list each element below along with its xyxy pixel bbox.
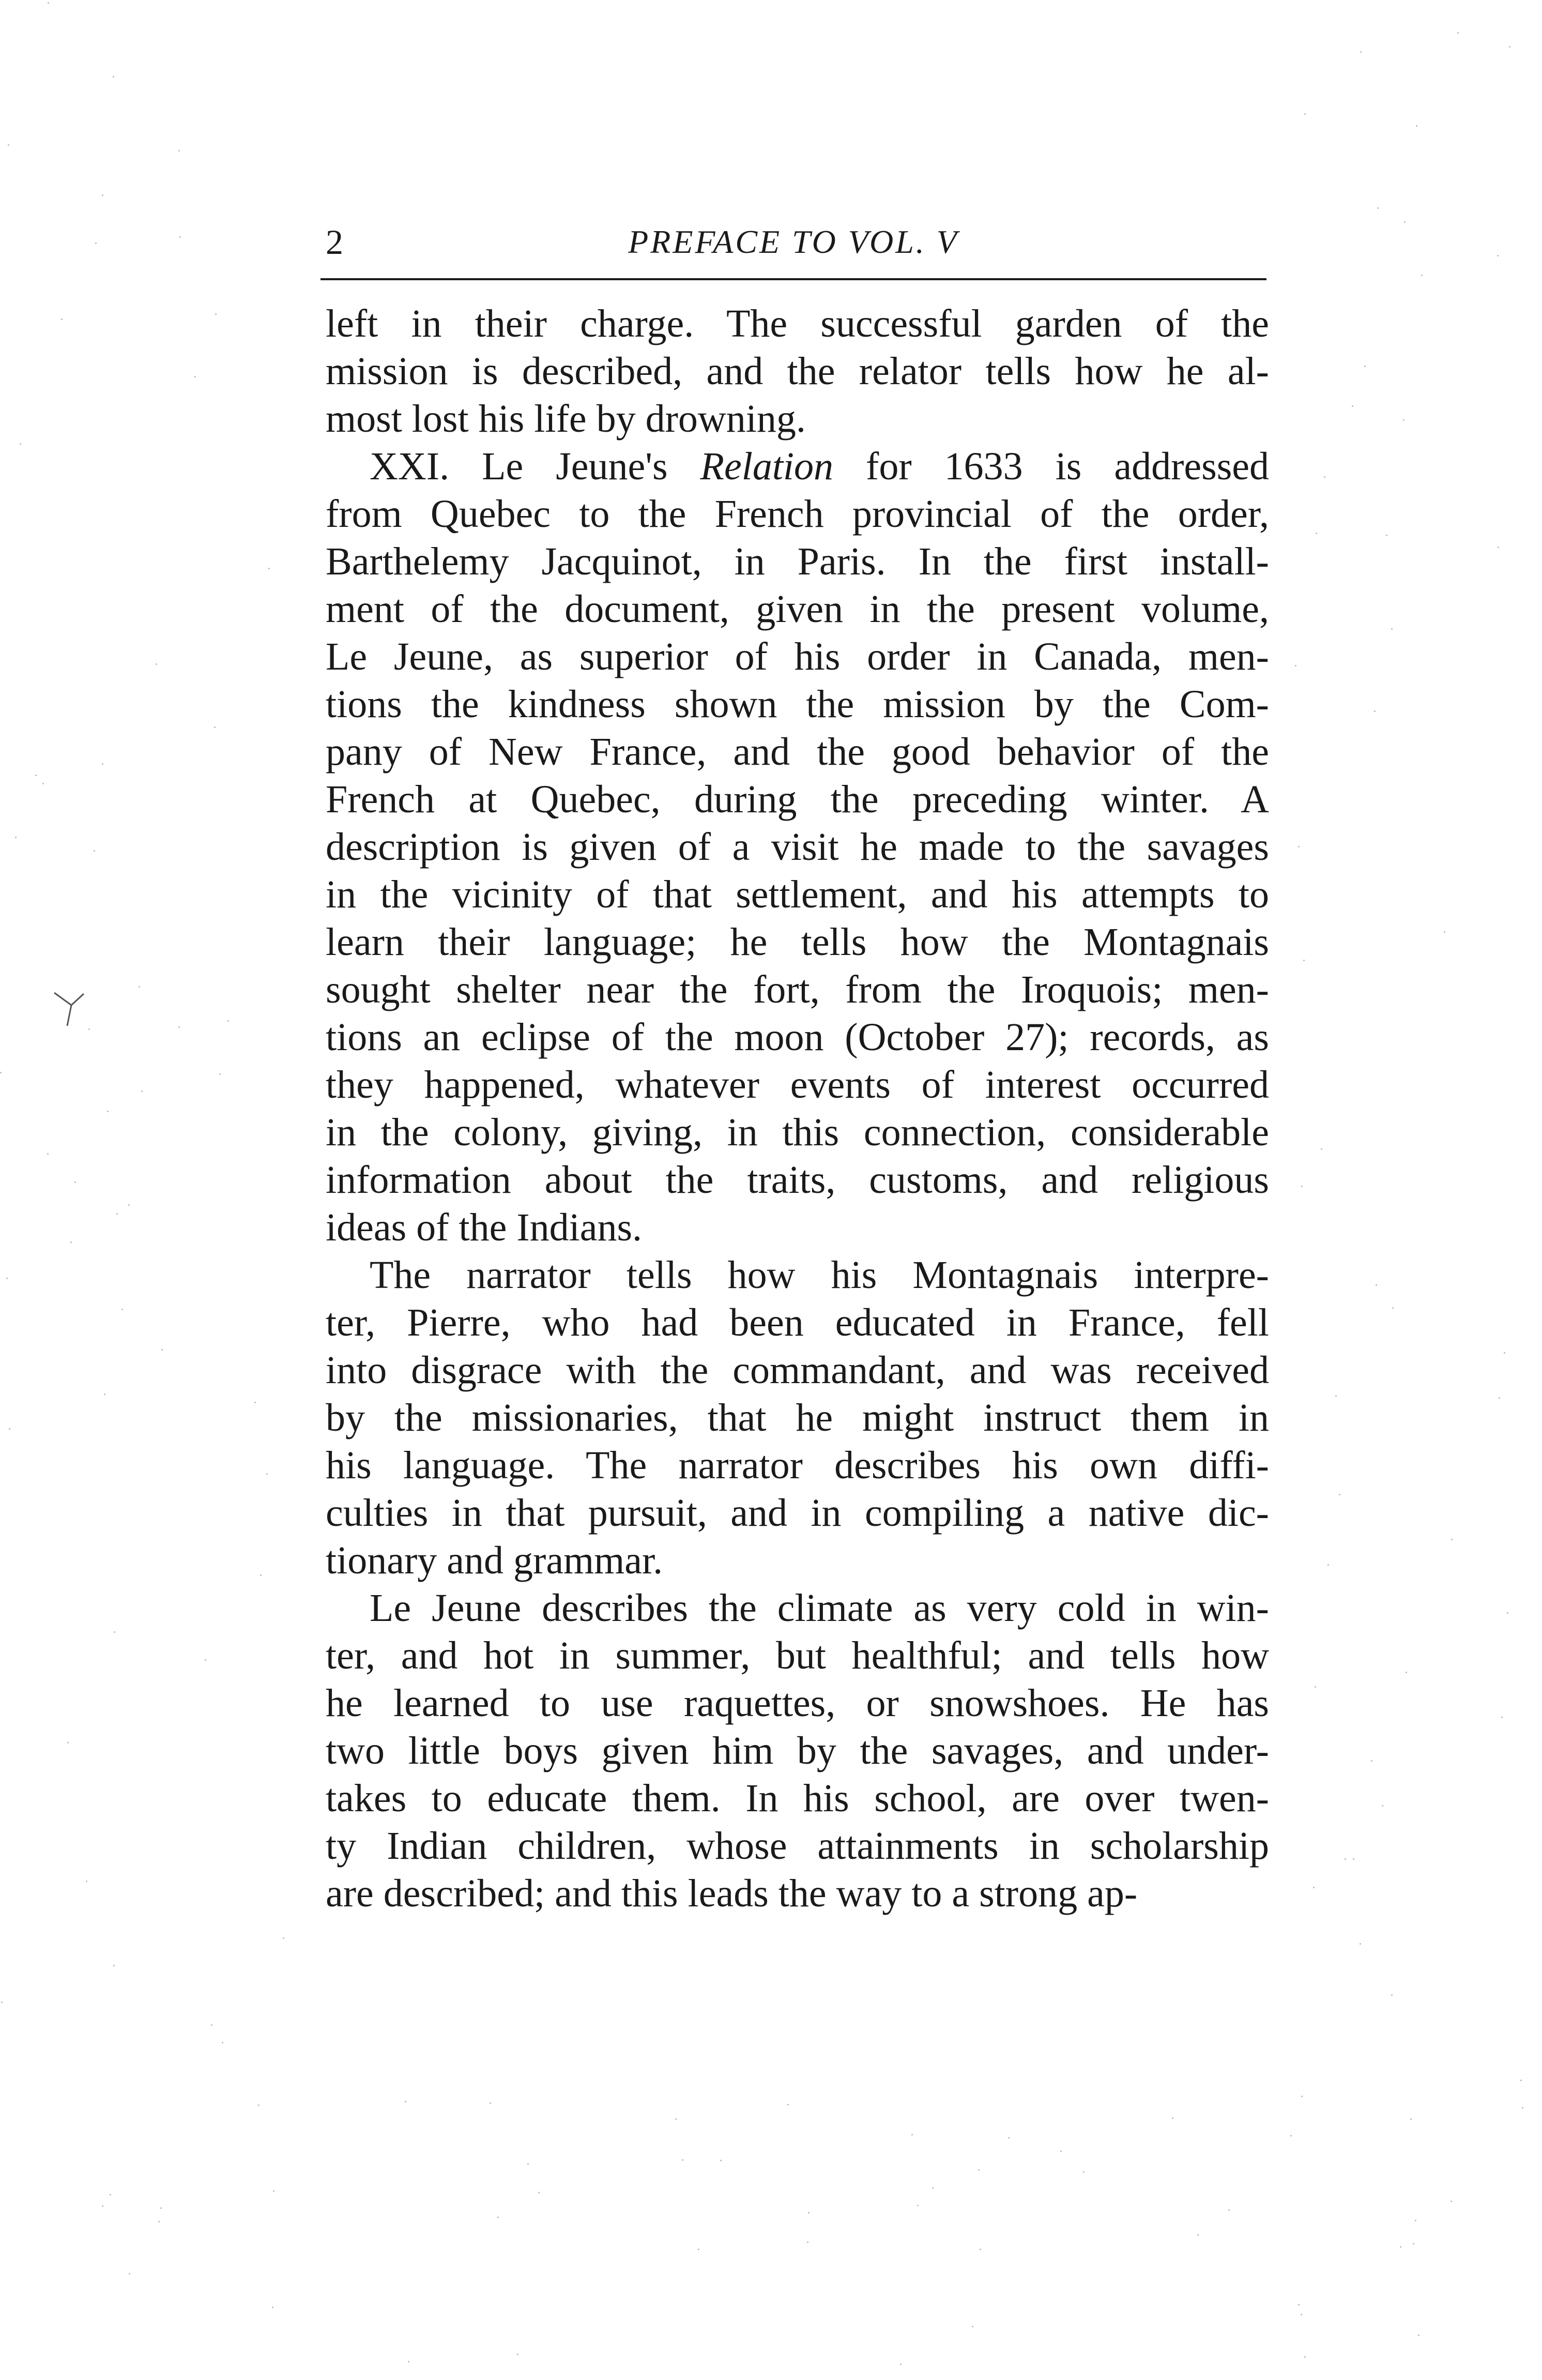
text-fragment: XXI. Le Jeune's (370, 445, 700, 488)
paper-speck (911, 2134, 913, 2135)
paper-speck (405, 2101, 406, 2102)
paper-speck (205, 1659, 206, 1661)
text-line: ment of the document, given in the present volume, (326, 587, 1269, 631)
paper-speck (538, 2192, 540, 2193)
paragraph (326, 1584, 1269, 1917)
paper-speck (1303, 960, 1305, 961)
paper-speck (1353, 1858, 1354, 1860)
paper-speck (1507, 1612, 1508, 1614)
paper-speck (1083, 2171, 1085, 2173)
italic-title: Relation (700, 445, 834, 488)
paper-speck (1360, 51, 1362, 53)
page-number: 2 (326, 222, 343, 262)
text-line: mission is described, and the relator tells how he al- (326, 350, 1269, 393)
text-line: tions an eclipse of the moon (October 27); records, as (326, 1015, 1269, 1059)
paper-speck (1339, 1494, 1340, 1495)
paper-speck (272, 2307, 273, 2308)
text-line: tionary and grammar. (326, 1539, 663, 1582)
paper-speck (1290, 2135, 1292, 2136)
paper-speck (1316, 533, 1317, 534)
paper-speck (1392, 1307, 1394, 1309)
paper-speck (74, 1181, 76, 1183)
paper-speck (156, 663, 157, 665)
paper-speck (121, 1309, 123, 1310)
paper-speck (215, 313, 217, 315)
text-line: tions the kindness shown the mission by the Com- (326, 683, 1269, 726)
paper-speck (139, 986, 140, 988)
text-line (326, 443, 1269, 490)
paper-speck (1304, 113, 1306, 115)
paper-speck (283, 1937, 284, 1939)
paper-speck (219, 1073, 221, 1075)
paper-speck (1499, 1397, 1500, 1399)
paper-speck (273, 2190, 274, 2192)
paper-speck (67, 1742, 69, 1744)
paper-speck (161, 1349, 163, 1351)
paper-speck (1498, 547, 1499, 548)
paper-speck (113, 1965, 115, 1966)
paper-speck (917, 2205, 919, 2206)
paper-speck (490, 2102, 491, 2104)
paper-speck (1410, 2118, 1412, 2120)
margin-ink-mark (52, 982, 93, 1029)
paper-speck (408, 2361, 409, 2362)
paper-speck (1301, 2096, 1303, 2097)
header-rule (320, 278, 1266, 280)
paper-speck (675, 2118, 677, 2120)
paper-speck (88, 1028, 90, 1030)
text-line: left in their charge. The successful garden of the (326, 302, 1269, 345)
paper-speck (222, 2042, 223, 2043)
paper-speck (1352, 405, 1353, 407)
paper-speck (1315, 1686, 1316, 1688)
paper-speck (214, 726, 216, 728)
paper-speck (1301, 1186, 1303, 1187)
paper-speck (787, 2104, 789, 2105)
text-fragment: for 1633 is addressed (833, 445, 1270, 488)
paper-speck (110, 2194, 111, 2195)
paper-speck (1444, 931, 1445, 933)
text-line: Barthelemy Jacquinot, in Paris. In the first install- (326, 540, 1269, 583)
paper-speck (1335, 1395, 1337, 1397)
paper-speck (900, 2363, 902, 2365)
paper-speck (20, 443, 21, 445)
text-line: most lost his life by drowning. (326, 397, 806, 441)
text-line: ideas of the Indians. (326, 1206, 643, 1249)
text-line: ty Indian children, whose attainments in scholarship (326, 1824, 1269, 1868)
text-line: information about the traits, customs, and religious (326, 1158, 1269, 1202)
paper-speck (1, 2002, 3, 2003)
paper-speck (1497, 255, 1499, 256)
paper-speck (527, 2163, 529, 2165)
text-line: French at Quebec, during the preceding winter. A (326, 778, 1269, 821)
paper-speck (807, 2241, 808, 2243)
paper-speck (932, 2187, 934, 2189)
paper-speck (1413, 2243, 1414, 2245)
paper-speck (0, 1072, 2, 1073)
paper-speck (1197, 2234, 1199, 2236)
paper-speck (102, 194, 103, 196)
paper-speck (6, 1278, 8, 1279)
paper-speck (808, 2212, 810, 2214)
paper-speck (160, 2207, 162, 2209)
paper-speck (1321, 1148, 1322, 1150)
paper-speck (1304, 2356, 1306, 2358)
paper-speck (1386, 535, 1387, 536)
paper-speck (1298, 846, 1300, 847)
paper-speck (86, 1881, 87, 1882)
paper-speck (47, 1153, 49, 1155)
paper-speck (102, 2205, 103, 2207)
paper-speck (1228, 2209, 1230, 2211)
paper-speck (113, 76, 114, 78)
paper-speck (102, 763, 103, 765)
paper-speck (194, 376, 196, 377)
paper-speck (1060, 2150, 1062, 2152)
paper-speck (1377, 207, 1379, 209)
paper-speck (114, 1631, 115, 1633)
paper-speck (178, 150, 180, 151)
paper-speck (94, 850, 95, 852)
paper-speck (978, 2169, 980, 2171)
paper-speck (1457, 32, 1459, 34)
text-line: in the colony, giving, in this connection, considerable (326, 1111, 1269, 1154)
paper-speck (15, 837, 17, 838)
text-line: Le Jeune describes the climate as very cold in win- (370, 1586, 1269, 1630)
paper-speck (178, 1026, 180, 1028)
paper-speck (211, 2024, 212, 2026)
paper-speck (972, 2326, 973, 2327)
text-line: are described; and this leads the way to a strong ap- (326, 1872, 1138, 1915)
paper-speck (1382, 1805, 1383, 1807)
paper-speck (35, 775, 37, 776)
text-line: description is given of a visit he made to the savages (326, 825, 1269, 869)
paper-speck (141, 1090, 143, 1092)
paper-speck (1360, 1943, 1361, 1945)
text-line: culties in that pursuit, and in compiling a native dic- (326, 1491, 1269, 1535)
paper-speck (698, 2249, 699, 2250)
paper-speck (1509, 46, 1510, 48)
paper-speck (1403, 419, 1404, 421)
paper-speck (227, 1020, 229, 1022)
paper-speck (107, 1111, 109, 1112)
text-line: learn their language; he tells how the Montagnais (326, 920, 1269, 964)
text-line: in the vicinity of that settlement, and his attempts to (326, 873, 1269, 916)
paper-speck (1418, 2334, 1419, 2336)
text-line: Le Jeune, as superior of his order in Canada, men- (326, 635, 1269, 678)
paper-speck (1415, 2220, 1416, 2221)
paper-speck (1391, 1994, 1393, 1996)
paper-speck (95, 242, 97, 244)
paper-speck (158, 2221, 160, 2222)
paper-speck (1391, 628, 1393, 630)
paragraph (326, 1251, 1269, 1584)
paper-speck (1451, 2201, 1452, 2202)
paper-speck (1008, 2137, 1010, 2139)
paper-speck (48, 2, 49, 4)
paper-speck (682, 2159, 683, 2161)
text-line: ter, and hot in summer, but healthful; and tells how (326, 1634, 1269, 1677)
text-line: takes to educate them. In his school, are over twen- (326, 1777, 1269, 1820)
paper-speck (1374, 710, 1376, 712)
paper-speck (266, 1473, 268, 1475)
paper-speck (517, 2354, 518, 2355)
text-line: into disgrace with the commandant, and was received (326, 1348, 1269, 1392)
paper-speck (260, 1574, 262, 1576)
paper-speck (1406, 1672, 1407, 1673)
paper-speck (104, 1393, 105, 1395)
paper-speck (1421, 275, 1423, 276)
text-line: pany of New France, and the good behavior of the (326, 730, 1269, 774)
paper-speck (1345, 1858, 1346, 1860)
paper-speck (1364, 366, 1366, 367)
text-line: his language. The narrator describes his own diffi- (326, 1444, 1269, 1487)
running-head (320, 216, 1266, 278)
paper-speck (1298, 2304, 1300, 2306)
paper-speck (1301, 2314, 1302, 2315)
paper-speck (1522, 2107, 1523, 2109)
paper-speck (1295, 665, 1296, 666)
running-title: PREFACE TO VOL. V (628, 223, 959, 260)
text-line: from Quebec to the French provincial of the order, (326, 492, 1269, 536)
paper-speck (128, 1204, 130, 1206)
paper-speck (1376, 1284, 1377, 1286)
text-line: they happened, whatever events of interest occurred (326, 1063, 1269, 1106)
body-text (326, 300, 1269, 1917)
paper-speck (1504, 1352, 1505, 1354)
paper-speck (1416, 125, 1417, 127)
paper-speck (116, 1213, 118, 1215)
text-line: sought shelter near the fort, from the Iroquois; men- (326, 968, 1269, 1011)
paragraph (326, 443, 1269, 1251)
paper-speck (1371, 1760, 1372, 1762)
paper-speck (1400, 2246, 1401, 2248)
paper-speck (179, 236, 181, 238)
text-line: ter, Pierre, who had been educated in France, fell (326, 1301, 1269, 1344)
paper-speck (1501, 1717, 1503, 1718)
paper-speck (1451, 1539, 1453, 1540)
text-line: The narrator tells how his Montagnais interpre- (370, 1253, 1269, 1297)
paper-speck (720, 2160, 722, 2161)
paper-speck (1324, 476, 1325, 478)
paper-speck (1172, 2117, 1173, 2119)
paper-speck (980, 2249, 981, 2250)
paper-speck (254, 1402, 256, 1403)
paper-speck (129, 2273, 130, 2275)
paper-speck (1327, 1564, 1329, 1566)
paper-speck (8, 144, 9, 146)
paper-speck (9, 1428, 10, 1430)
text-line: two little boys given him by the savages, and under- (326, 1729, 1269, 1772)
paper-speck (1404, 221, 1406, 223)
paper-speck (1520, 2080, 1522, 2081)
paper-speck (70, 1241, 72, 1243)
paper-speck (61, 319, 63, 320)
paper-speck (268, 568, 270, 569)
text-line: by the missionaries, that he might instruct them in (326, 1396, 1269, 1439)
paragraph (326, 300, 1269, 443)
text-line: he learned to use raquettes, or snowshoes. He has (326, 1681, 1269, 1725)
paper-speck (42, 783, 44, 784)
paper-speck (258, 2104, 259, 2106)
paper-speck (497, 2217, 499, 2218)
paper-speck (1313, 1887, 1315, 1888)
